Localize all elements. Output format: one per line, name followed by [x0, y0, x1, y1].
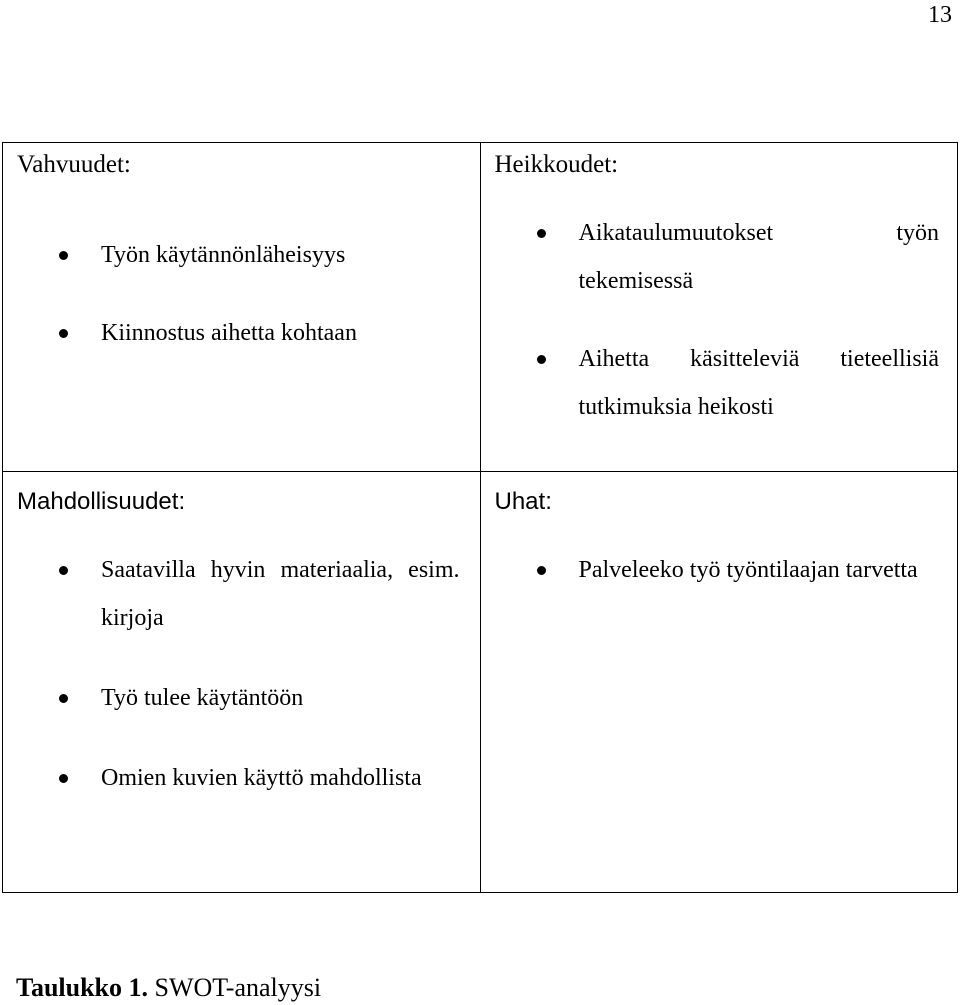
threats-list: [495, 546, 944, 594]
list-item-text: Aihetta käsitteleviä tieteellisiä tutkimuksia heikosti: [578, 346, 939, 420]
bullet-icon: [59, 566, 68, 575]
list-item: [17, 293, 466, 373]
opportunities-heading: Mahdollisuudet:: [17, 488, 186, 515]
list-item: [495, 335, 940, 431]
bullet-icon: [537, 355, 546, 364]
list-item-text: Työn käytännönläheisyys: [101, 242, 346, 268]
threats-cell: [480, 472, 958, 893]
opportunities-cell: [3, 472, 481, 893]
caption-text: SWOT-analyysi: [154, 973, 322, 1002]
caption-label: Taulukko 1.: [16, 973, 149, 1002]
swot-table: [2, 142, 958, 893]
list-item: [17, 754, 460, 802]
weaknesses-list: [495, 209, 944, 431]
list-item-text: Palveleeko työ työntilaajan tarvetta: [578, 557, 918, 583]
opportunities-list: [17, 546, 466, 802]
bullet-icon: [537, 229, 546, 238]
list-item: [17, 674, 460, 722]
list-item: [495, 209, 940, 305]
bullet-icon: [59, 251, 68, 260]
list-item-text: Saatavilla hyvin materiaalia, esim. kirjoja: [101, 557, 460, 631]
list-item: [17, 215, 466, 295]
bullet-icon: [537, 566, 546, 575]
bullet-icon: [59, 774, 68, 783]
threats-heading: Uhat:: [494, 488, 552, 515]
page-number: 13: [928, 2, 952, 28]
bullet-icon: [59, 329, 68, 338]
list-item-text: Aikataulumuutokset työn tekemisessä: [578, 220, 939, 294]
bullet-icon: [59, 694, 68, 703]
strengths-list: [17, 215, 466, 373]
list-item: [17, 546, 460, 642]
table-caption: [16, 972, 321, 1004]
strengths-heading: Vahvuudet:: [17, 151, 131, 178]
list-item-text: Omien kuvien käyttö mahdollista: [101, 765, 422, 791]
list-item-text: Työ tulee käytäntöön: [101, 685, 304, 711]
weaknesses-heading: Heikkoudet:: [494, 151, 619, 178]
strengths-cell: [3, 143, 481, 472]
weaknesses-cell: [480, 143, 958, 472]
list-item-text: Kiinnostus aihetta kohtaan: [101, 320, 357, 346]
list-item: [495, 546, 940, 594]
